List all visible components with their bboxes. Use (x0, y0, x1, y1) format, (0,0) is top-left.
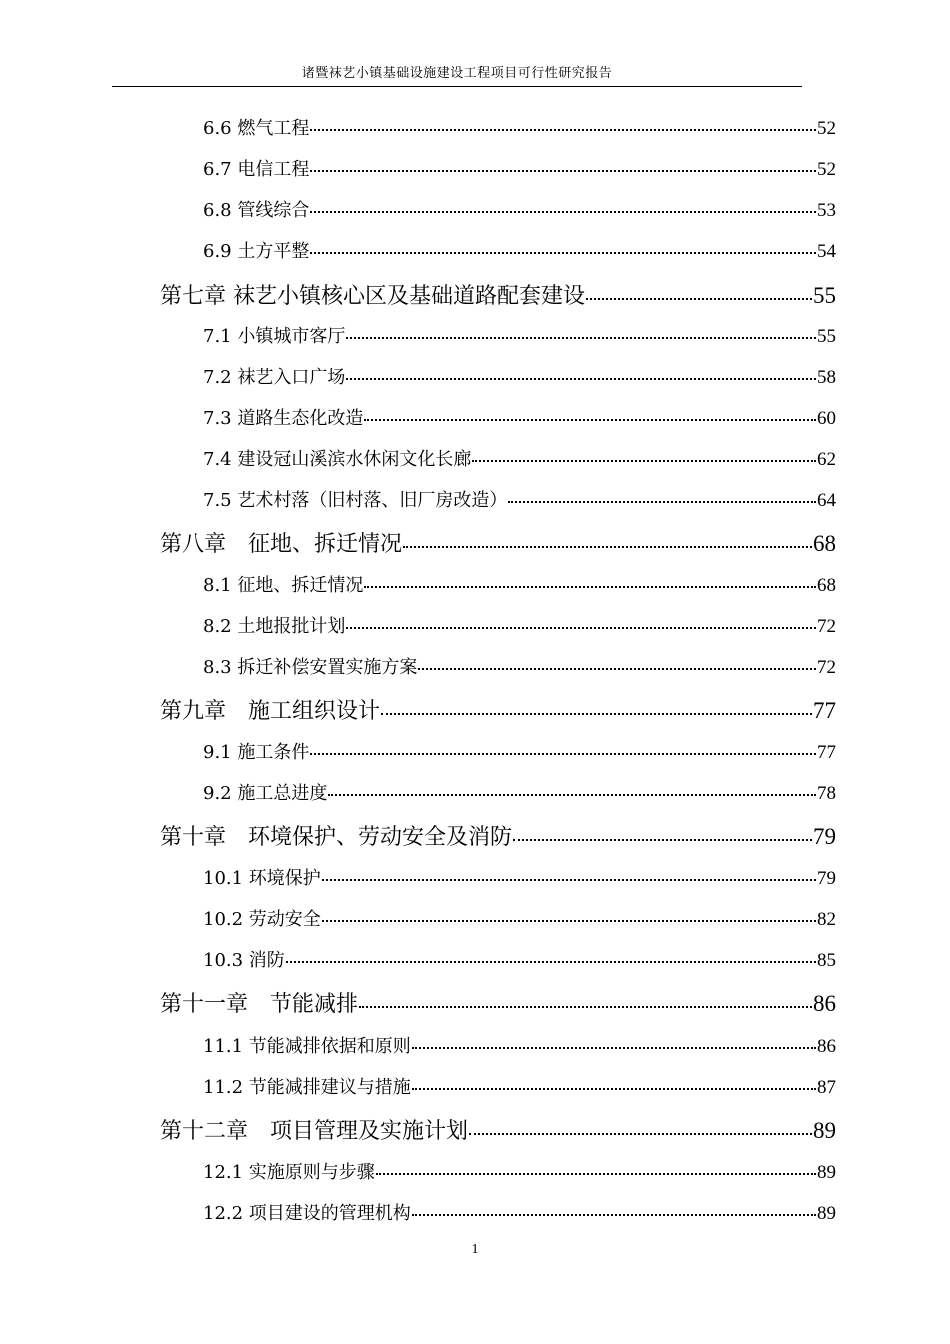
toc-entry-title: 7.2 袜艺入口广场 (203, 367, 346, 388)
toc-chapter-entry[interactable] (160, 987, 836, 1017)
toc-entry-page: 89 (817, 1203, 836, 1224)
toc-dot-leader (508, 483, 816, 503)
toc-dot-leader (381, 691, 812, 715)
toc-section-entry[interactable] (203, 571, 836, 597)
toc-entry-title: 第十一章 节能减排 (160, 992, 359, 1017)
toc-section-entry[interactable] (203, 237, 836, 263)
toc-entry-page: 55 (817, 326, 836, 347)
toc-entry-title: 6.7 电信工程 (203, 159, 310, 180)
toc-entry-page: 85 (817, 950, 836, 971)
toc-dot-leader (418, 650, 816, 670)
toc-entry-page: 68 (817, 575, 836, 596)
toc-entry-title: 7.1 小镇城市客厅 (203, 326, 346, 347)
toc-entry-page: 89 (817, 1162, 836, 1183)
toc-entry-page: 82 (817, 909, 836, 930)
toc-entry-page: 72 (817, 657, 836, 678)
toc-entry-page: 68 (813, 531, 836, 556)
toc-section-entry[interactable] (203, 1032, 836, 1058)
toc-entry-page: 53 (817, 200, 836, 221)
toc-entry-page: 55 (813, 283, 836, 308)
toc-dot-leader (322, 861, 816, 881)
toc-entry-page: 72 (817, 616, 836, 637)
toc-entry-title: 7.5 艺术村落（旧村落、旧厂房改造） (203, 490, 508, 511)
toc-dot-leader (346, 319, 816, 339)
toc-entry-title: 8.2 土地报批计划 (203, 616, 346, 637)
toc-dot-leader (586, 276, 812, 300)
toc-entry-title: 7.3 道路生态化改造 (203, 408, 364, 429)
toc-entry-page: 77 (813, 698, 836, 723)
toc-entry-page: 62 (817, 449, 836, 470)
toc-section-entry[interactable] (203, 155, 836, 181)
toc-dot-leader (310, 111, 816, 131)
toc-entry-title: 11.2 节能减排建议与措施 (203, 1077, 411, 1098)
toc-dot-leader (346, 609, 816, 629)
toc-entry-title: 6.8 管线综合 (203, 200, 310, 221)
toc-entry-page: 52 (817, 159, 836, 180)
toc-entry-title: 7.4 建设冠山溪滨水休闲文化长廊 (203, 449, 472, 470)
toc-entry-page: 86 (817, 1036, 836, 1057)
toc-section-entry[interactable] (203, 905, 836, 931)
toc-entry-title: 10.1 环境保护 (203, 868, 321, 889)
toc-section-entry[interactable] (203, 445, 836, 471)
toc-dot-leader (359, 984, 812, 1008)
toc-entry-title: 12.1 实施原则与步骤 (203, 1162, 375, 1183)
toc-chapter-entry[interactable] (160, 1114, 836, 1144)
toc-section-entry[interactable] (203, 486, 836, 512)
toc-dot-leader (364, 401, 816, 421)
page-number: 1 (471, 1242, 479, 1257)
toc-entry-title: 6.6 燃气工程 (203, 118, 310, 139)
toc-dot-leader (310, 735, 816, 755)
toc-entry-page: 87 (817, 1077, 836, 1098)
toc-entry-title: 6.9 土方平整 (203, 241, 310, 262)
toc-chapter-entry[interactable] (160, 694, 836, 724)
toc-entry-page: 79 (817, 868, 836, 889)
toc-entry-title: 第七章 袜艺小镇核心区及基础道路配套建设 (160, 284, 585, 309)
toc-entry-page: 64 (817, 490, 836, 511)
toc-entry-page: 79 (813, 824, 836, 849)
toc-entry-title: 8.3 拆迁补偿安置实施方案 (203, 657, 418, 678)
toc-dot-leader (322, 902, 816, 922)
toc-entry-page: 52 (817, 118, 836, 139)
toc-section-entry[interactable] (203, 322, 836, 348)
toc-dot-leader (376, 1155, 816, 1175)
toc-section-entry[interactable] (203, 1199, 836, 1225)
toc-section-entry[interactable] (203, 864, 836, 890)
toc-entry-page: 86 (813, 991, 836, 1016)
toc-entry-title: 第九章 施工组织设计 (160, 699, 381, 724)
toc-dot-leader (412, 1029, 816, 1049)
running-header: 诸暨袜艺小镇基础设施建设工程项目可行性研究报告 (301, 66, 613, 81)
toc-entry-title: 10.2 劳动安全 (203, 909, 321, 930)
toc-dot-leader (412, 1070, 816, 1090)
toc-section-entry[interactable] (203, 1158, 836, 1184)
toc-section-entry[interactable] (203, 404, 836, 430)
toc-entry-title: 9.2 施工总进度 (203, 783, 328, 804)
toc-chapter-entry[interactable] (160, 527, 836, 557)
toc-entry-page: 77 (817, 742, 836, 763)
toc-section-entry[interactable] (203, 114, 836, 140)
toc-entry-title: 第十章 环境保护、劳动安全及消防 (160, 825, 513, 850)
toc-dot-leader (472, 442, 816, 462)
toc-dot-leader (310, 234, 816, 254)
toc-section-entry[interactable] (203, 946, 836, 972)
toc-entry-page: 60 (817, 408, 836, 429)
toc-entry-title: 9.1 施工条件 (203, 742, 310, 763)
toc-entry-title: 第八章 征地、拆迁情况 (160, 532, 403, 557)
toc-section-entry[interactable] (203, 363, 836, 389)
toc-dot-leader (310, 152, 816, 172)
toc-section-entry[interactable] (203, 779, 836, 805)
toc-entry-title: 12.2 项目建设的管理机构 (203, 1203, 411, 1224)
toc-entry-title: 10.3 消防 (203, 950, 285, 971)
toc-dot-leader (412, 1196, 816, 1216)
toc-dot-leader (346, 360, 816, 380)
toc-dot-leader (364, 568, 816, 588)
toc-dot-leader (469, 1111, 812, 1135)
toc-chapter-entry[interactable] (160, 820, 836, 850)
toc-entry-page: 58 (817, 367, 836, 388)
toc-dot-leader (310, 193, 816, 213)
toc-dot-leader (328, 776, 816, 796)
toc-section-entry[interactable] (203, 653, 836, 679)
toc-dot-leader (513, 817, 812, 841)
toc-section-entry[interactable] (203, 738, 836, 764)
toc-entry-title: 8.1 征地、拆迁情况 (203, 575, 364, 596)
toc-section-entry[interactable] (203, 196, 836, 222)
toc-entry-page: 78 (817, 783, 836, 804)
toc-entry-page: 89 (813, 1118, 836, 1143)
toc-entry-page: 54 (817, 241, 836, 262)
toc-dot-leader (403, 524, 812, 548)
toc-dot-leader (286, 943, 816, 963)
toc-section-entry[interactable] (203, 1073, 836, 1099)
toc-chapter-entry[interactable] (160, 279, 836, 309)
toc-entry-title: 11.1 节能减排依据和原则 (203, 1036, 411, 1057)
toc-entry-title: 第十二章 项目管理及实施计划 (160, 1119, 469, 1144)
toc-section-entry[interactable] (203, 612, 836, 638)
